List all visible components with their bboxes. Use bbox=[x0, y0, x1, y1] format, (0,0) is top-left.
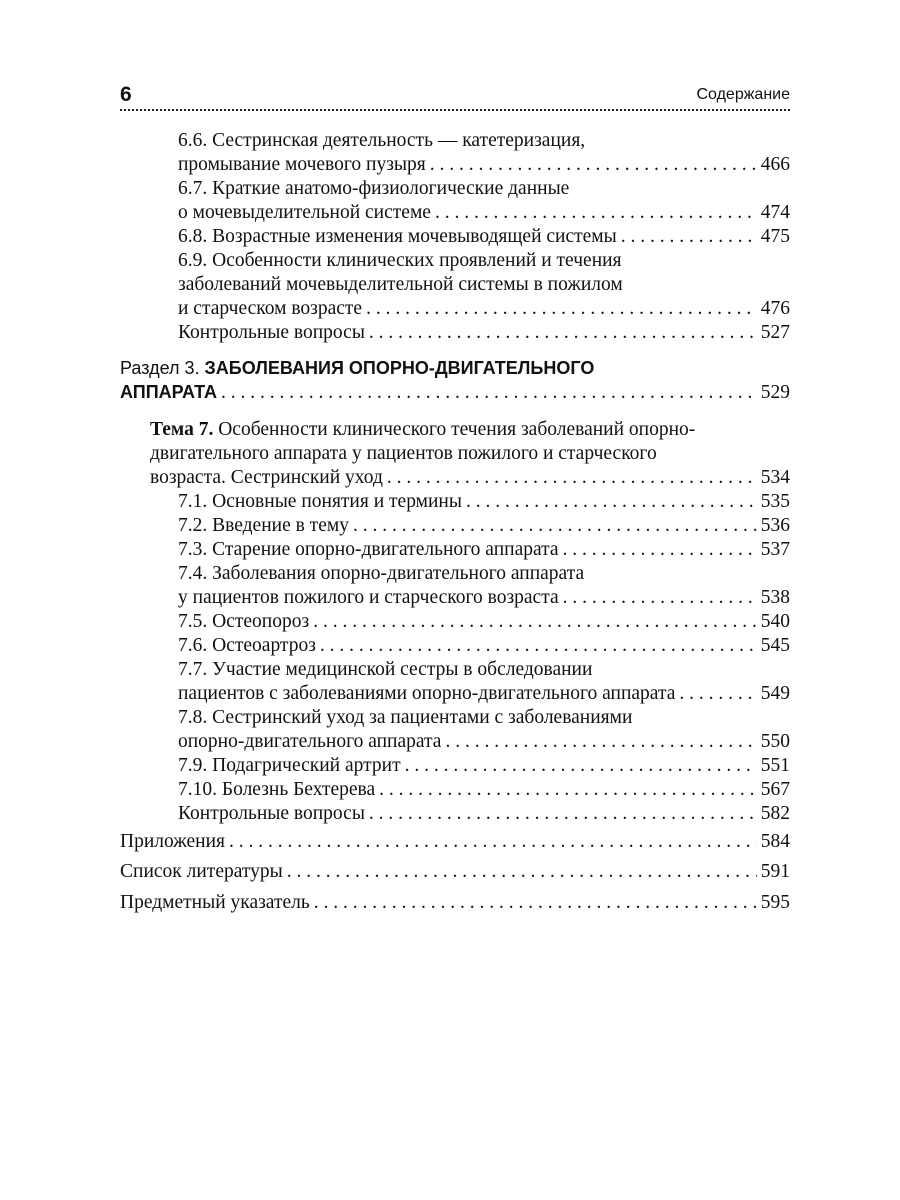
toc-page-number: 545 bbox=[760, 635, 790, 656]
toc-page-number: 527 bbox=[760, 322, 790, 343]
dot-leader bbox=[229, 830, 757, 854]
toc-entry-title: 7.10. Болезнь Бехтерева bbox=[178, 779, 376, 800]
toc-page-number: 475 bbox=[760, 226, 790, 247]
dot-leader bbox=[435, 201, 757, 225]
toc-topic-7-line2: двигательного аппарата у пациентов пожилого и старческого bbox=[150, 443, 657, 464]
toc-entry-title: Приложения bbox=[120, 831, 225, 852]
toc-entry-7-1 bbox=[178, 490, 790, 514]
toc-entry-7-5 bbox=[178, 610, 790, 634]
toc-entry-title: и старческом возрасте bbox=[178, 298, 363, 319]
dot-leader bbox=[366, 297, 757, 321]
toc-entry-7-8 bbox=[178, 730, 790, 754]
dot-leader bbox=[430, 153, 757, 177]
dot-leader bbox=[466, 490, 757, 514]
toc-entry-title: 7.2. Введение в тему bbox=[178, 515, 349, 536]
toc-entry-6-7-line1: 6.7. Краткие анатомо-физиологические данные bbox=[178, 178, 570, 199]
topic-label: Тема 7. bbox=[150, 419, 214, 440]
toc-page-number: 591 bbox=[760, 861, 790, 882]
dot-leader bbox=[314, 891, 757, 915]
toc-entry-6-9-line1: 6.9. Особенности клинических проявлений и течения bbox=[178, 250, 622, 271]
toc-entry-6-6-line1: 6.6. Сестринская деятельность — катетеризация, bbox=[178, 130, 586, 151]
toc-page-number: 529 bbox=[760, 382, 790, 403]
toc-section-3 bbox=[120, 380, 790, 404]
toc-topic-7-line1 bbox=[150, 418, 790, 442]
toc-page-number: 540 bbox=[760, 611, 790, 632]
toc-page-number: 567 bbox=[760, 779, 790, 800]
dot-leader bbox=[445, 730, 756, 754]
topic-title: Особенности клинического течения заболеваний опорно- bbox=[218, 419, 696, 440]
toc-page-number: 474 bbox=[760, 202, 790, 223]
toc-entry-title: 7.9. Подагрический артрит bbox=[178, 755, 401, 776]
toc-entry-title: 7.5. Остеопороз bbox=[178, 611, 310, 632]
dot-leader bbox=[287, 860, 757, 884]
toc-entry-title: у пациентов пожилого и старческого возраста bbox=[178, 587, 559, 608]
dot-leader bbox=[405, 754, 757, 778]
toc-entry-6-6 bbox=[178, 153, 790, 177]
page-number: 6 bbox=[120, 83, 132, 106]
toc-entry-title: 7.3. Старение опорно-двигательного аппарата bbox=[178, 539, 559, 560]
toc-section-3-line1 bbox=[120, 356, 790, 380]
toc-entry-6-9 bbox=[178, 297, 790, 321]
dot-leader bbox=[369, 802, 757, 826]
dot-leader bbox=[313, 610, 757, 634]
toc-page-number: 538 bbox=[760, 587, 790, 608]
toc-entry-6-9-line2: заболеваний мочевыделительной системы в пожилом bbox=[178, 274, 623, 295]
toc-entry-title: Список литературы bbox=[120, 861, 283, 882]
toc-entry-7-4-line1: 7.4. Заболевания опорно-двигательного аппарата bbox=[178, 563, 585, 584]
dot-leader bbox=[563, 538, 757, 562]
toc-entry-7-8-line1: 7.8. Сестринский уход за пациентами с заболеваниями bbox=[178, 707, 633, 728]
toc-entry-references bbox=[120, 860, 790, 884]
toc-entry-appendix bbox=[120, 830, 790, 854]
toc-entry-title: 7.1. Основные понятия и термины bbox=[178, 491, 462, 512]
section-title-cont: АППАРАТА bbox=[120, 382, 218, 402]
toc-entry-title: 6.8. Возрастные изменения мочевыводящей системы bbox=[178, 226, 617, 247]
toc-page-number: 476 bbox=[760, 298, 790, 319]
toc-page-number: 582 bbox=[760, 803, 790, 824]
toc-page-number: 534 bbox=[760, 467, 790, 488]
dot-leader bbox=[621, 225, 757, 249]
toc-page-number: 584 bbox=[760, 831, 790, 852]
toc-entry-7-6 bbox=[178, 634, 790, 658]
toc-entry-title: возраста. Сестринский уход bbox=[150, 467, 383, 488]
dot-leader bbox=[563, 586, 757, 610]
toc-page-number: 537 bbox=[760, 539, 790, 560]
dot-leader bbox=[353, 514, 757, 538]
toc-entry-title: промывание мочевого пузыря bbox=[178, 154, 426, 175]
toc-page-number: 551 bbox=[760, 755, 790, 776]
toc-entry-control-questions-7 bbox=[178, 802, 790, 826]
toc-entry-index bbox=[120, 891, 790, 915]
dot-leader bbox=[221, 381, 757, 405]
toc-entry-7-4 bbox=[178, 586, 790, 610]
toc-topic-7 bbox=[150, 466, 790, 490]
toc-entry-7-7 bbox=[178, 682, 790, 706]
toc-entry-title: Предметный указатель bbox=[120, 892, 310, 913]
toc-page-number: 595 bbox=[760, 892, 790, 913]
dot-leader bbox=[369, 321, 757, 345]
toc-entry-7-9 bbox=[178, 754, 790, 778]
toc-entry-7-2 bbox=[178, 514, 790, 538]
toc-page-number: 550 bbox=[760, 731, 790, 752]
toc-entry-title: Контрольные вопросы bbox=[178, 322, 365, 343]
toc-page-number: 466 bbox=[760, 154, 790, 175]
toc-entry-6-7 bbox=[178, 201, 790, 225]
toc-page-number: 535 bbox=[760, 491, 790, 512]
header-dotted-rule bbox=[120, 109, 790, 111]
toc-entry-control-questions-6 bbox=[178, 321, 790, 345]
toc-entry-title: 7.6. Остеоартроз bbox=[178, 635, 316, 656]
dot-leader bbox=[320, 634, 757, 658]
toc-page-number: 536 bbox=[760, 515, 790, 536]
running-head: Содержание bbox=[696, 86, 790, 103]
toc-entry-6-8 bbox=[178, 225, 790, 249]
toc-entry-title: пациентов с заболеваниями опорно-двигательного аппарата bbox=[178, 683, 676, 704]
dot-leader bbox=[379, 778, 757, 802]
toc-page-number: 549 bbox=[760, 683, 790, 704]
page-header bbox=[120, 82, 790, 108]
toc-entry-title: о мочевыделительной системе bbox=[178, 202, 431, 223]
dot-leader bbox=[387, 466, 757, 490]
dot-leader bbox=[679, 682, 756, 706]
toc-entry-7-7-line1: 7.7. Участие медицинской сестры в обследовании bbox=[178, 659, 593, 680]
section-title: ЗАБОЛЕВАНИЯ ОПОРНО-ДВИГАТЕЛЬНОГО bbox=[204, 358, 595, 378]
toc-entry-7-10 bbox=[178, 778, 790, 802]
toc-entry-7-3 bbox=[178, 538, 790, 562]
toc-entry-title: Контрольные вопросы bbox=[178, 803, 365, 824]
toc-entry-title: опорно-двигательного аппарата bbox=[178, 731, 442, 752]
section-prefix: Раздел 3. bbox=[120, 358, 200, 378]
